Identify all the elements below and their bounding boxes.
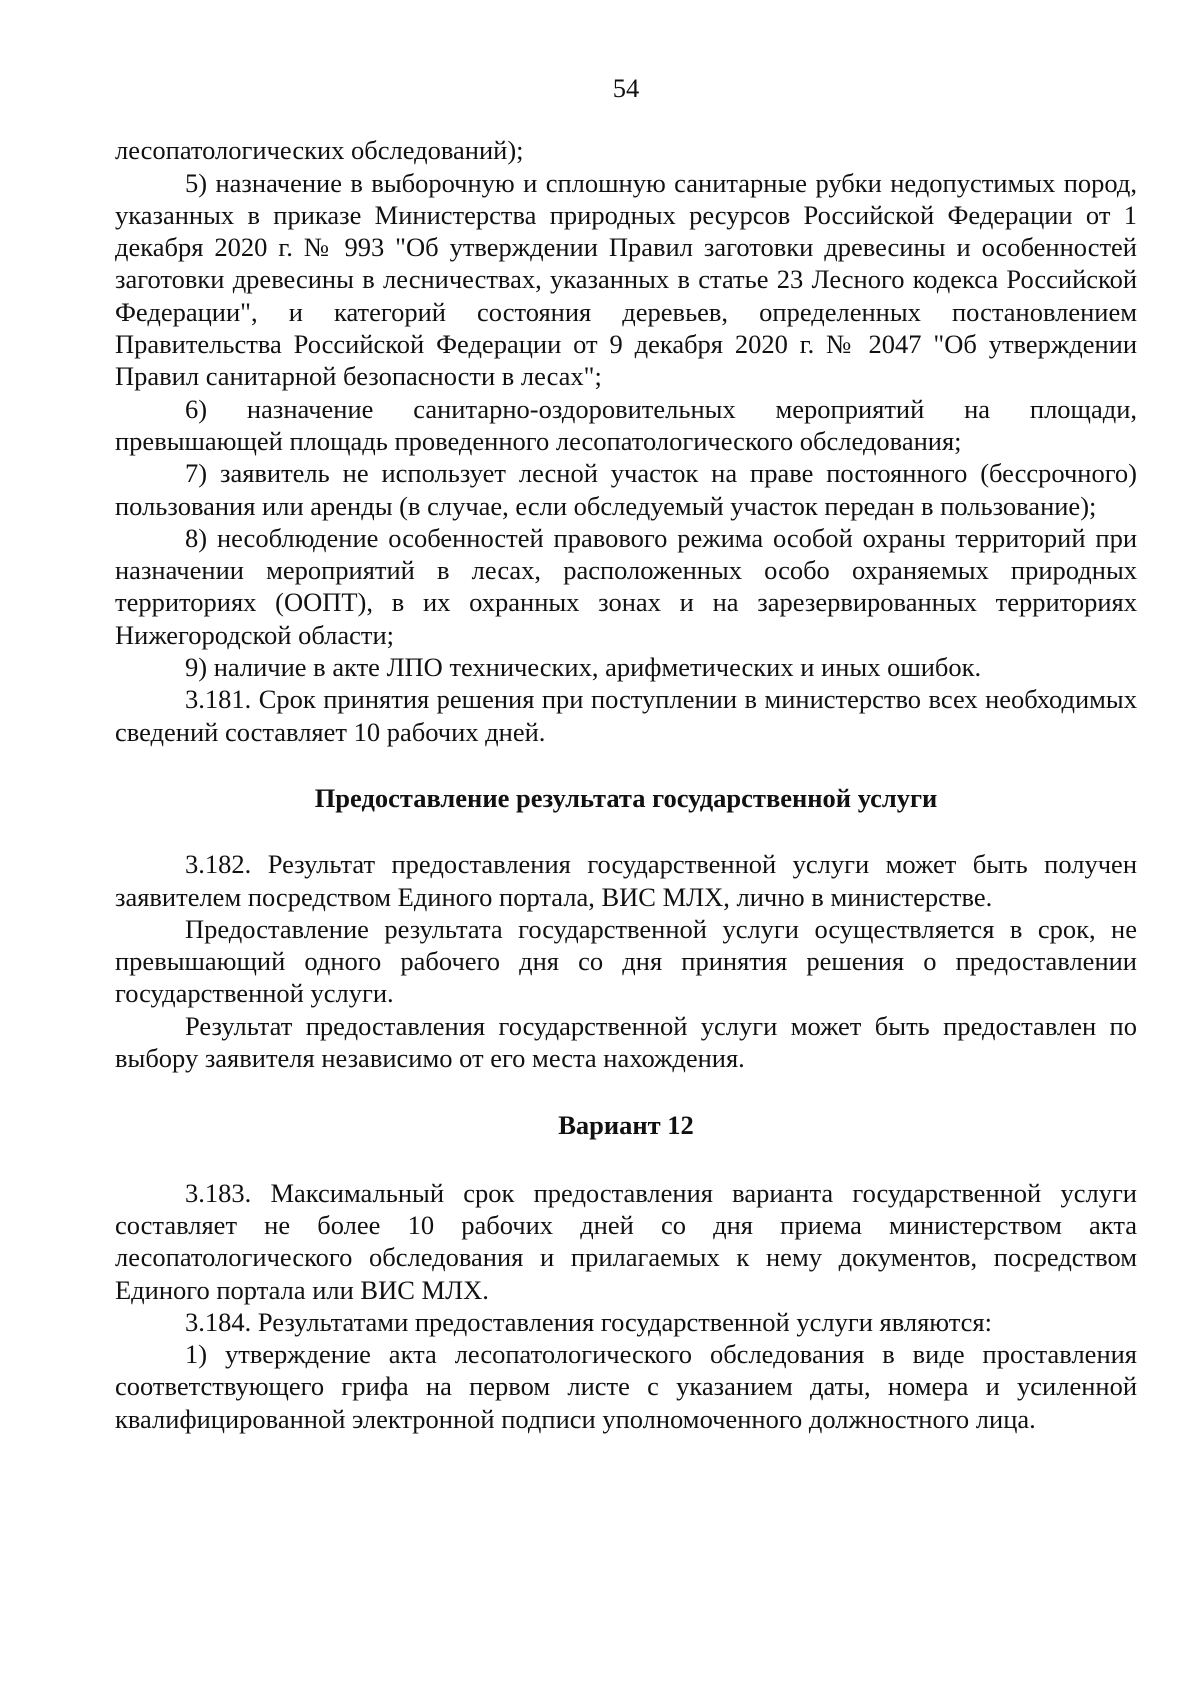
paragraph-result-location: Результат предоставления государственной услуги может быть предоставлен по выбору заявителя независимо от его места нахождения. <box>115 1010 1137 1074</box>
paragraph-item-8: 8) несоблюдение особенностей правового режима особой охраны территорий при назначении мероприятий в лесах, расположенных особо охраняемых природных территориях (ООПТ), в их охранных зонах и на зарезервированных территориях Нижегородской области; <box>115 522 1137 650</box>
paragraph-item-7: 7) заявитель не использует лесной участок на праве постоянного (бессрочного) пользования или аренды (в случае, если обследуемый участок передан в пользование); <box>115 458 1137 521</box>
paragraph-item-6: 6) назначение санитарно-оздоровительных мероприятий на площади, превышающей площадь проведенного лесопатологического обследования; <box>115 393 1137 456</box>
section-heading-variant: Вариант 12 <box>558 1110 694 1141</box>
paragraph-3-182: 3.182. Результат предоставления государственной услуги может быть получен заявителем посредством Единого портала, ВИС МЛХ, лично в министерстве. <box>115 849 1137 912</box>
paragraph-3-184: 3.184. Результатами предоставления государственной услуги являются: <box>185 1306 992 1337</box>
section-heading-result: Предоставление результата государственной услуги <box>314 782 938 813</box>
paragraph-variant-item-1: 1) утверждение акта лесопатологического обследования в виде проставления соответствующего грифа на первом листе с указанием даты, номера и усиленной квалифицированной электронной подписи уполномоченного должностного лица. <box>115 1339 1137 1434</box>
paragraph-item-9: 9) наличие в акте ЛПО технических, арифметических и иных ошибок. <box>185 652 982 683</box>
document-page <box>115 72 1137 1435</box>
paragraph-continuation: лесопатологических обследований); <box>115 135 524 166</box>
paragraph-3-181: 3.181. Срок принятия решения при поступлении в министерство всех необходимых сведений составляет 10 рабочих дней. <box>115 684 1137 747</box>
paragraph-result-term: Предоставление результата государственной услуги осуществляется в срок, не превышающий одного рабочего дня со дня принятия решения о предоставлении государственной услуги. <box>115 913 1137 1009</box>
paragraph-item-5: 5) назначение в выборочную и сплошную санитарные рубки недопустимых пород, указанных в приказе Министерства природных ресурсов Российской Федерации от 1 декабря 2020 г. № 993 "Об утверждении Правил заготовки древесины и особенностей заготовки древесины в лесничествах, указанных в статье 23 Лесного кодекса Российской Федерации", и категорий состояния деревьев, определенных постановлением Правительства Российской Федерации от 9 декабря 2020 г. № 2047 "Об утверждении Правил санитарной безопасности в лесах"; <box>115 167 1137 392</box>
page-number: 54 <box>612 73 640 103</box>
paragraph-3-183: 3.183. Максимальный срок предоставления варианта государственной услуги составляет не более 10 рабочих дней со дня приема министерством акта лесопатологического обследования и прилагаемых к нему документов, посредством Единого портала или ВИС МЛХ. <box>115 1177 1137 1305</box>
